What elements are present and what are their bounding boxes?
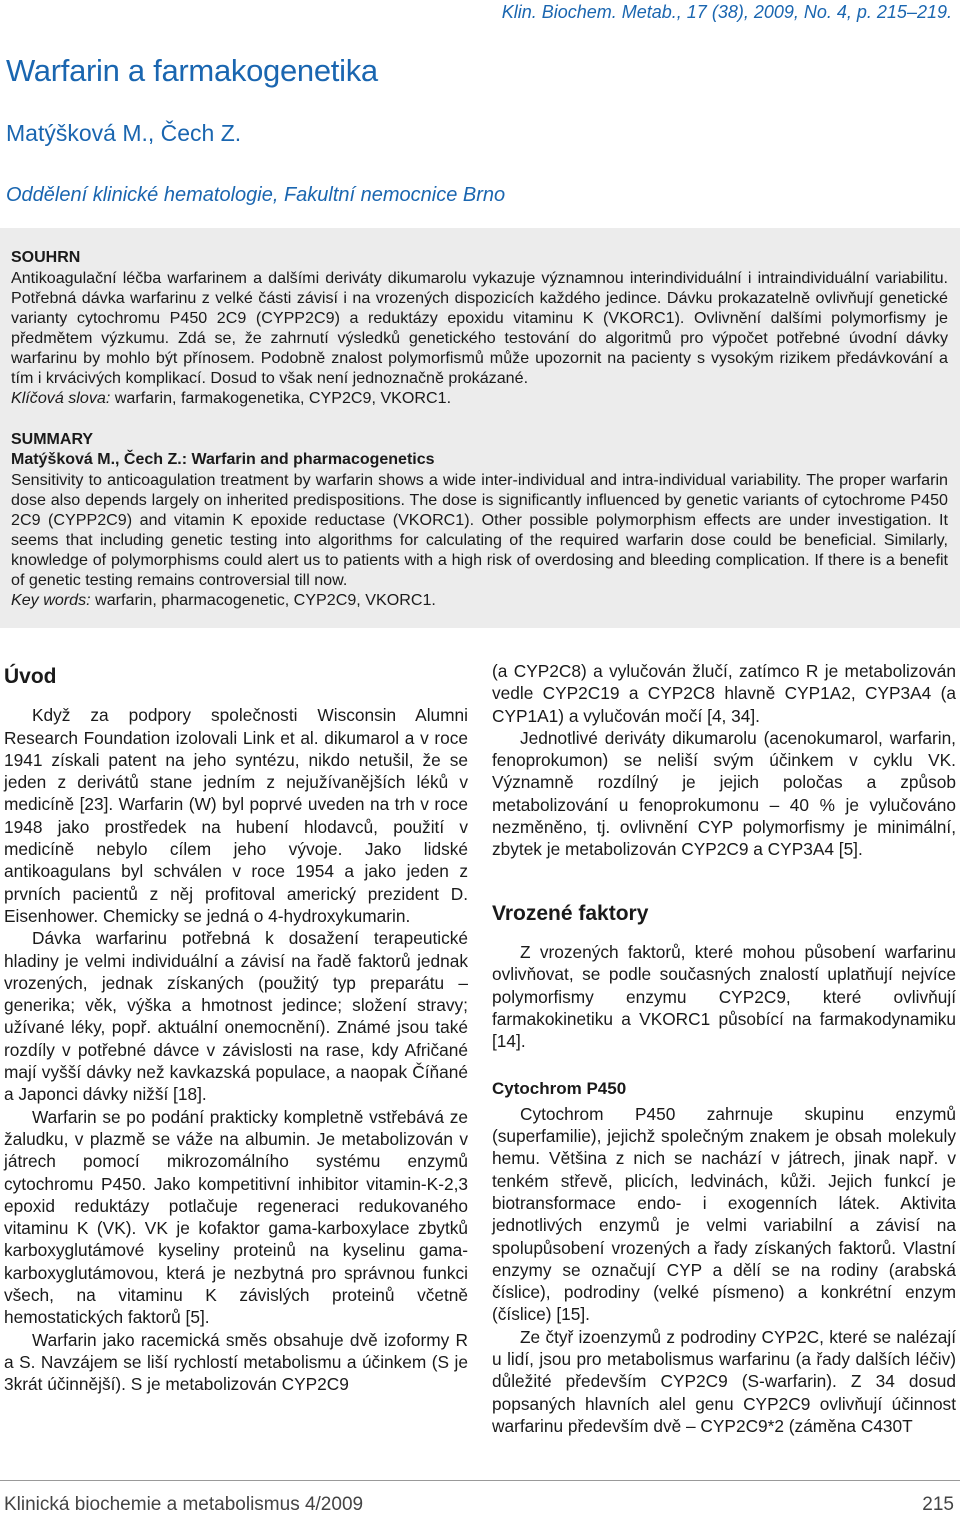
summary-authors: Matýšková M., Čech Z.:: [11, 451, 188, 468]
journal-reference: Klin. Biochem. Metab., 17 (38), 2009, No. 4, p. 215–219.: [501, 2, 952, 22]
paragraph: Warfarin jako racemická směs obsahuje dvě izoformy R a S. Navzájem se liší rychlostí metabolismu a účinkem (S je 3krát účinnější). S je metabolizován CYP2C9: [4, 1329, 468, 1395]
paragraph: Dávka warfarinu potřebná k dosažení terapeutické hladiny je velmi individuální a závisí na řadě faktorů jednak vrozených, jednak získaných (použitý typ preparátu – generika; věk, výška a hmotnost jedince; složení stravy; užívané léky, popř. aktuální onemocnění). Známé jsou také rozdíly v potřebné dávce v závislosti na rase, kdy Afričané mají vyšší dávky než kavkazská populace, a naopak Číňané a Japonci dávky nižší [18].: [4, 928, 468, 1105]
paragraph: Když za podpory společnosti Wisconsin Alumni Research Foundation izolovali Link et al. dikumarol a v roce 1941 získali patent na jeho syntézu, nikdo netušil, že se jeden z derivátů stane jedním z nejužívanějších léků v medicíně [23]. Warfarin (W) byl poprvé uveden na trh v roce 1948 jako prostředek na hubení hlodavců, použití v medicíně nebylo cílem jeho vývoje. Jako lidské antikoagulans byl schválen v roce 1954 a jako jeden z prvních pacientů z něj profitoval americký prezident D. Eisenhower. Chemicky se jedná o 4-hydroxykumarin.: [4, 705, 468, 926]
paragraph: Jednotlivé deriváty dikumarolu (acenokumarol, warfarin, fenoprokumon) se neliší svým účinkem v cyklu VK. Významně rozdílný je jejich poločas a způsob metabolizování u fenoprokumonu – 40 % je vylučováno nezměněno, tj. ovlivnění CYP polymorfismy je minimální, zbytek je metabolizován CYP2C9 a CYP3A4 [5].: [492, 727, 956, 860]
souhrn-keywords-label: Klíčová slova:: [11, 389, 111, 407]
right-column: [492, 660, 956, 1437]
section-heading-uvod: Úvod: [4, 665, 57, 688]
article-title: Warfarin a farmakogenetika: [6, 53, 378, 88]
paragraph: Z vrozených faktorů, které mohou působení warfarinu ovlivňovat, se podle současných znalostí uplatňují nejvíce polymorfismy enzymu CYP2C9, které ovlivňují farmakokinetiku a VKORC1 působící na farmakodynamiku [14].: [492, 941, 956, 1052]
summary-keywords-value: warfarin, pharmacogenetic, CYP2C9, VKORC1.: [95, 591, 436, 609]
summary-title: Warfarin and pharmacogenetics: [191, 451, 435, 468]
souhrn-keywords-value: warfarin, farmakogenetika, CYP2C9, VKORC1.: [114, 389, 452, 407]
authors: Matýšková M., Čech Z.: [6, 120, 242, 146]
souhrn-text: Antikoagulační léčba warfarinem a dalšími deriváty dikumarolu vykazuje významnou interindividuální i intraindividuální variabilitu. Potřebná dávka warfarinu z velké části závisí i na vrozených dispozicích každého jedince. Dávku prokazatelně ovlivňují genetické varianty cytochromu P450 2C9 (CYPP2C9) a reduktázy epoxidu vitaminu K (VKORC1). Ovlivnění dalšími polymorfismy je předmětem výzkumu. Zdá se, že zahrnutí výsledků genetického testování do algoritmů pro výpočet potřebné úvodní dávky warfarinu by mohlo být přínosem. Podobně znalost polymorfismů může upozornit na pacienty s vysokým rizikem předávkování a tím i krvácivých komplikací. Dosud to však není jednoznačně prokázané.: [11, 269, 948, 387]
footer-journal: Klinická biochemie a metabolismus 4/2009: [4, 1494, 364, 1515]
summary-keywords-label: Key words:: [11, 591, 91, 609]
summary-keywords: [11, 590, 948, 610]
souhrn-keywords: [11, 388, 948, 408]
paragraph: (a CYP2C8) a vylučován žlučí, zatímco R je metabolizován vedle CYP2C19 a CYP2C8 hlavně CYP1A2, CYP3A4 (a CYP1A1) a vylučován močí [4, 34].: [492, 661, 956, 726]
paragraph: Cytochrom P450 zahrnuje skupinu enzymů (superfamilie), jejichž společným znakem je obsah molekuly hemu. Většina z nich se nachází v játrech, jinak např. v tenkém střevě, plicích, ledvinách, kůži. Jejich funkcí je biotransformace endo- i exogenních látek. Aktivita jednotlivých enzymů je velmi variabilní a závisí na spolupůsobení vrozených a řady získaných faktorů. Vlastní enzymy se označují CYP a dělí se na rodiny (arabská číslice), podrodiny (velké písmeno) a konkrétní enzym (číslice) [15].: [492, 1103, 956, 1325]
affiliation: Oddělení klinické hematologie, Fakultní nemocnice Brno: [6, 184, 506, 206]
page-number: 215: [922, 1494, 954, 1515]
paragraph: Ze čtyř izoenzymů z podrodiny CYP2C, které se nalézají u lidí, jsou pro metabolismus warfarinu (a řady dalších léčiv) důležité především CYP2C9 (S-warfarin). Z 34 dosud popsaných hlavních alel genu CYP2C9 ovlivňují účinnost warfarinu především dvě – CYP2C9*2 (záměna C430T: [492, 1326, 956, 1436]
footer-divider: [0, 1480, 960, 1481]
summary-heading: SUMMARY: [11, 431, 94, 448]
subheading-cytochrom: Cytochrom P450: [492, 1079, 627, 1099]
souhrn-heading: SOUHRN: [11, 249, 81, 266]
paragraph: Warfarin se po podání prakticky kompletně vstřebává ze žaludku, v plazmě se váže na albumin. Je metabolizován v játrech pomocí mikrozomálního systému enzymů cytochromu P450. Jako kompetitivní inhibitor vitamin-K-2,3 epoxid reduktázy potlačuje regeneraci redukovaného vitaminu K (VK). VK je kofaktor gama-karboxylace zbytků karboxyglutámové kyseliny proteinů na kyselinu gama-karboxyglutámovou, která je nezbytná pro správnou funkci všech, na vitaminu K závislých proteinů včetně hemostatických faktorů [5].: [4, 1106, 468, 1328]
abstract-box: [0, 228, 960, 628]
summary-title-line: [11, 450, 948, 470]
section-heading-vrozene-faktory: Vrozené faktory: [492, 901, 649, 925]
summary-text: Sensitivity to anticoagulation treatment by warfarin shows a wide inter-individual and intra-individual variability. The proper warfarin dose also depends largely on inherited predispositions. The dose is significantly influenced by genetic variants of cytochrome P450 2C9 (CYPP2C9) and vitamin K epoxide reductase (VKORC1). Other possible polymorphism effects are under investigation. It seems that including genetic testing into algorithms for calculating of the required warfarin dose could be beneficial. Similarly, knowledge of polymorphisms could alert us to patients with a high risk of overdosing and bleeding complication. If there is a benefit of genetic testing remains controversial till now.: [11, 471, 948, 589]
left-column: [4, 660, 468, 1396]
